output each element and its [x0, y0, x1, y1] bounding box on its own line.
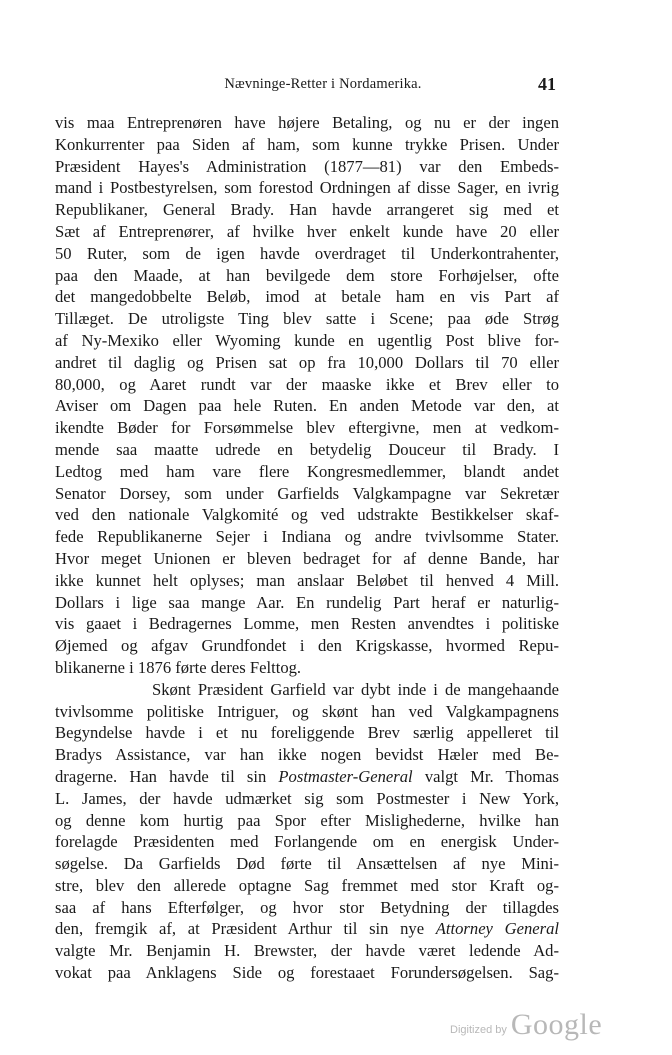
text-line: Begyndelse havde i et nu foreliggende Brev særlig appelleret til	[55, 723, 559, 743]
running-header	[88, 74, 558, 98]
text-line: Sæt af Entreprenører, af hvilke hver enkelt kunde have 20 eller	[55, 221, 559, 241]
text-line: stre, blev den allerede optagne Sag fremmet med stor Kraft og-	[55, 875, 559, 895]
text-line: mand i Postbestyrelsen, som forestod Ordningen af disse Sager, en ivrig	[55, 178, 559, 198]
text-line: mende saa maatte udrede en betydelig Douceur til Brady. I	[55, 439, 559, 459]
text-line: Aviser om Dagen paa hele Ruten. En anden Metode var den, at	[55, 396, 559, 416]
italic-title: Attorney General	[435, 919, 559, 939]
text-line: Konkurrenter paa Siden af ham, som kunne trykke Prisen. Under	[55, 134, 559, 154]
text-line	[55, 766, 559, 788]
italic-title: Postmaster-General	[278, 766, 413, 786]
watermark-prefix: Digitized by	[450, 1024, 507, 1036]
text-line: Republikaner, General Brady. Han havde arrangeret sig med et	[55, 200, 559, 220]
page-number: 41	[538, 74, 556, 94]
text-line: søgelse. Da Garfields Død førte til Ansættelsen af nye Mini-	[55, 854, 559, 874]
text-line: blikanerne i 1876 førte deres Felttog.	[55, 657, 302, 677]
text-line: ved den nationale Valgkomité og ved udstrakte Bestikkelser skaf-	[55, 505, 559, 525]
text-line: Hvor meget Unionen er bleven bedraget for af denne Bande, har	[55, 548, 559, 568]
text-segment: dragerne. Han havde til sin	[55, 766, 267, 786]
body-text	[55, 112, 559, 984]
text-line: forelagde Præsidenten med Forlangende om en energisk Under-	[55, 832, 559, 852]
text-line: det mangedobbelte Beløb, imod at betale ham en vis Part af	[55, 287, 559, 307]
text-line: vis gaaet i Bedragernes Lomme, men Resten anvendtes i politiske	[55, 614, 559, 634]
text-line: saa af hans Efterfølger, og hvor stor Betydning der tillagdes	[55, 897, 559, 917]
text-segment: den, fremgik af, at Præsident Arthur til sin nye	[55, 919, 425, 939]
text-line: Senator Dorsey, som under Garfields Valgkampagne var Sekretær	[55, 483, 559, 503]
text-line: af Ny-Mexiko eller Wyoming kunde en ugentlig Post blive for-	[55, 330, 559, 350]
text-line: valgte Mr. Benjamin H. Brewster, der havde været ledende Ad-	[55, 941, 559, 961]
text-line: andret til daglig og Prisen sat op fra 10,000 Dollars til 70 eller	[55, 352, 559, 372]
running-title: Nævninge-Retter i Nordamerika.	[224, 76, 422, 92]
text-line: fede Republikanerne Sejer i Indiana og andre tvivlsomme Stater.	[55, 527, 559, 547]
text-line: og denne kom hurtig paa Spor efter Mislighederne, hvilke han	[55, 810, 559, 830]
google-logo: Google	[510, 1008, 603, 1041]
digitization-watermark	[450, 1008, 602, 1042]
text-line: ikke kunnet helt oplyses; man anslaar Beløbet til henved 4 Mill.	[55, 570, 559, 590]
text-line: Præsident Hayes's Administration (1877—81) var den Embeds-	[55, 156, 559, 176]
text-line: Øjemed og afgav Grundfondet i den Krigskasse, hvormed Repu-	[55, 636, 559, 656]
text-line: Bradys Assistance, var han ikke nogen bevidst Hæler med Be-	[55, 745, 559, 765]
text-line: 50 Ruter, som de igen havde overdraget til Underkontrahenter,	[55, 243, 559, 263]
text-line: L. James, der havde udmærket sig som Postmester i New York,	[55, 788, 559, 808]
text-line: Dollars i lige saa mange Aar. En rundelig Part heraf er naturlig-	[55, 592, 559, 612]
text-line: Skønt Præsident Garfield var dybt inde i de mangehaande	[152, 679, 559, 699]
text-line: ikendte Bøder for Forsømmelse blev eftergivne, men at vedkom-	[55, 418, 559, 438]
text-line: vis maa Entreprenøren have højere Betaling, og nu er der ingen	[55, 113, 559, 132]
text-segment: valgt Mr. Thomas	[424, 766, 559, 786]
text-line: tvivlsomme politiske Intriguer, og skønt han ved Valgkampagnens	[55, 701, 559, 721]
text-line: vokat paa Anklagens Side og forestaaet Forundersøgelsen. Sag-	[55, 963, 559, 983]
text-line: 80,000, og Aaret rundt var der maaske ikke et Brev eller to	[55, 374, 559, 394]
text-line: Tillæget. De utroligste Ting blev satte i Scene; paa øde Strøg	[55, 309, 559, 329]
text-line: Ledtog med ham vare flere Kongresmedlemmer, blandt andet	[55, 461, 559, 481]
text-line	[55, 918, 559, 940]
text-line: paa den Maade, at han bevilgede dem store Forhøjelser, ofte	[55, 265, 559, 285]
